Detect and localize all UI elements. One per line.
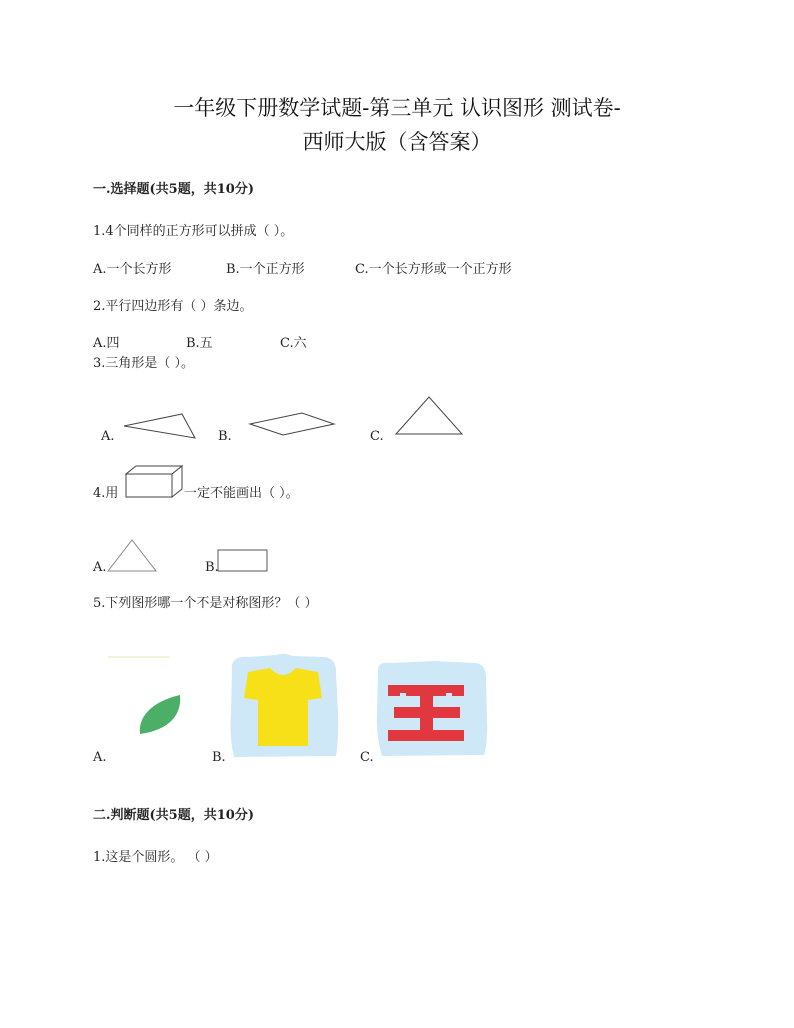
judge-q1-text: 1.这是个圆形。 （ ） — [93, 850, 218, 865]
triangle-shape — [393, 395, 465, 437]
shirt-image — [226, 652, 340, 760]
rectangle-shape — [216, 548, 269, 574]
q3-option-a: A. — [101, 429, 115, 444]
q5-option-c: C. — [360, 750, 374, 765]
q5-option-b: B. — [212, 750, 226, 765]
q4-prefix: 4.用 — [93, 486, 119, 501]
wang-character-image — [374, 659, 490, 759]
q3-option-b: B. — [218, 429, 232, 444]
q4-suffix: 一定不能画出（ ）。 — [184, 486, 299, 501]
rhombus-shape — [248, 411, 338, 437]
q2-option-a: A.四 — [93, 336, 120, 351]
section2-heading: 二.判断题(共5题，共10分) — [93, 808, 254, 823]
q2-option-b: B.五 — [186, 336, 213, 351]
section1-heading: 一.选择题(共5题，共10分) — [93, 182, 254, 197]
page-title-line1: 一年级下册数学试题-第三单元 认识图形 测试卷- — [173, 96, 621, 120]
q2-option-c: C.六 — [280, 336, 307, 351]
faint-line — [108, 656, 170, 658]
q3-option-c: C. — [370, 429, 384, 444]
q4-option-a: A. — [93, 560, 107, 575]
triangle-shape — [106, 538, 158, 574]
q3-text: 3.三角形是（ ）。 — [93, 356, 195, 371]
q5-text: 5.下列图形哪一个不是对称图形？（ ） — [93, 596, 318, 611]
q4-option-b: B. — [205, 560, 219, 575]
page-title-line2: 西师大版（含答案） — [302, 130, 492, 154]
q1-option-b: B.一个正方形 — [226, 262, 305, 277]
q1-option-a: A.一个长方形 — [93, 262, 172, 277]
q2-text: 2.平行四边形有（ ）条边。 — [93, 299, 253, 314]
q1-text: 1.4个同样的正方形可以拼成（ ）。 — [93, 224, 294, 239]
cuboid-icon — [124, 464, 186, 500]
leaf-image — [136, 692, 186, 738]
q1-option-c: C.一个长方形或一个正方形 — [355, 262, 512, 277]
thin-triangle-shape — [122, 412, 198, 442]
q5-option-a: A. — [93, 750, 107, 765]
